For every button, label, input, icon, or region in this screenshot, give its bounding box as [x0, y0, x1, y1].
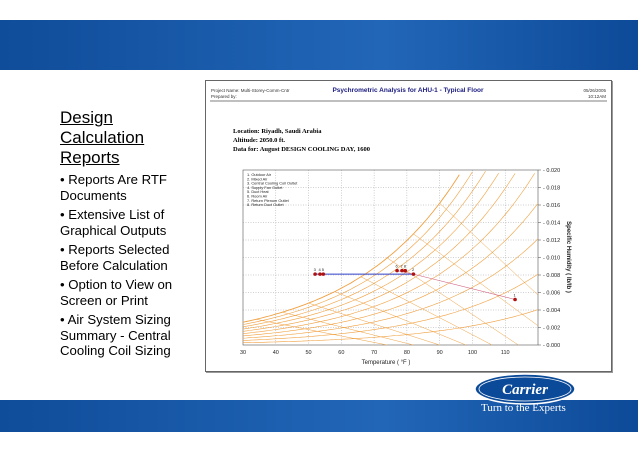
psychrometric-chart [240, 168, 571, 366]
heading-line-1: Design [60, 108, 113, 127]
legend-entry: 6. Room Air [247, 193, 268, 199]
report-time: 10:12AM [587, 94, 606, 99]
report-date: 05/26/2005 [583, 88, 606, 93]
heading-line-3: Reports [60, 148, 120, 167]
legend-entry: 4. Supply Fan Outlet [247, 184, 283, 190]
state-point-label: 4 [318, 267, 321, 273]
x-axis-label: Temperature ( °F ) [361, 360, 411, 366]
x-tick-label: 110 [500, 350, 510, 356]
x-tick-label: 50 [305, 350, 312, 356]
state-point [403, 269, 407, 273]
state-point-label: 7 [400, 263, 403, 269]
y-tick-label: - 0.004 [543, 308, 561, 314]
x-tick-label: 70 [371, 350, 378, 356]
bullet-item: • Reports Selected Before Calculation [60, 242, 200, 273]
y-tick-label: - 0.000 [543, 343, 561, 349]
x-tick-label: 100 [467, 350, 478, 356]
x-tick-label: 40 [272, 350, 279, 356]
psychrometric-report [206, 81, 611, 371]
y-tick-label: - 0.020 [543, 168, 561, 174]
state-point [322, 272, 326, 276]
y-tick-label: - 0.008 [543, 273, 561, 279]
tagline: Turn to the Experts [481, 402, 566, 414]
bullet-item: • Option to View on Screen or Print [60, 277, 200, 308]
legend-entry: 5. Duct Heat [247, 189, 269, 195]
legend-entry: 8. Return Duct Outlet [247, 202, 284, 208]
carrier-logo-mark [470, 372, 580, 406]
state-point-label: 2 [411, 267, 415, 273]
bullet-item: • Reports Are RTF Documents [60, 172, 200, 203]
y-tick-label: - 0.012 [543, 238, 561, 244]
data-for-text: Data for: August DESIGN COOLING DAY, 1600 [233, 146, 370, 153]
prepared-line: Prepared by: [211, 94, 237, 99]
x-tick-label: 60 [338, 350, 345, 356]
logo-text: Carrier [502, 382, 548, 398]
legend-entry: 7. Return Plenum Outlet [247, 197, 289, 203]
heading-line-2: Calculation [60, 128, 145, 147]
slide-text [60, 108, 200, 363]
state-point-label: 6 [395, 263, 398, 269]
state-point [318, 272, 322, 276]
state-point [412, 272, 416, 276]
report-title: Psychrometric Analysis for AHU-1 - Typical Floor [332, 87, 484, 94]
slide-heading [60, 108, 200, 168]
legend-entry: 3. Central Cooling Coil Outlet [247, 180, 298, 186]
state-point-label: 3 [313, 267, 316, 273]
x-tick-label: 90 [436, 350, 443, 356]
y-tick-label: - 0.014 [543, 220, 561, 227]
y-axis-ticks [538, 168, 560, 349]
y-tick-label: - 0.016 [543, 203, 561, 209]
bullet-list [60, 172, 200, 359]
y-tick-label: - 0.002 [543, 325, 561, 332]
state-point [395, 269, 399, 273]
y-axis-label: Specific Humidity ( lb/lb ) [565, 221, 571, 293]
state-point [400, 269, 404, 273]
altitude-text: Altitude: 2050.0 ft. [233, 137, 285, 144]
legend-entry: 1. Outdoor Air [247, 172, 272, 177]
x-tick-label: 80 [403, 350, 410, 356]
y-tick-label: - 0.018 [543, 185, 561, 192]
report-screenshot [205, 80, 612, 372]
x-tick-label: 30 [239, 350, 247, 356]
x-axis-ticks [240, 350, 510, 356]
state-point [513, 298, 517, 302]
header-band [0, 20, 638, 70]
project-line: Project Name: Multi-Storey-Comm-Cntr [211, 88, 290, 93]
state-point-label: 1 [513, 292, 516, 298]
bullet-item: • Extensive List of Graphical Outputs [60, 207, 200, 238]
y-tick-label: - 0.006 [543, 290, 561, 297]
state-point-label: 8 [403, 263, 406, 269]
legend-entry: 2. Mixed Air [247, 176, 268, 182]
state-point-label: 5 [321, 267, 325, 273]
bullet-item: • Air System Sizing Summary - Central Cooling Coil Sizing [60, 312, 200, 359]
state-point [313, 272, 317, 276]
y-tick-label: - 0.010 [543, 255, 561, 262]
location-text: Location: Riyadh, Saudi Arabia [233, 128, 322, 135]
